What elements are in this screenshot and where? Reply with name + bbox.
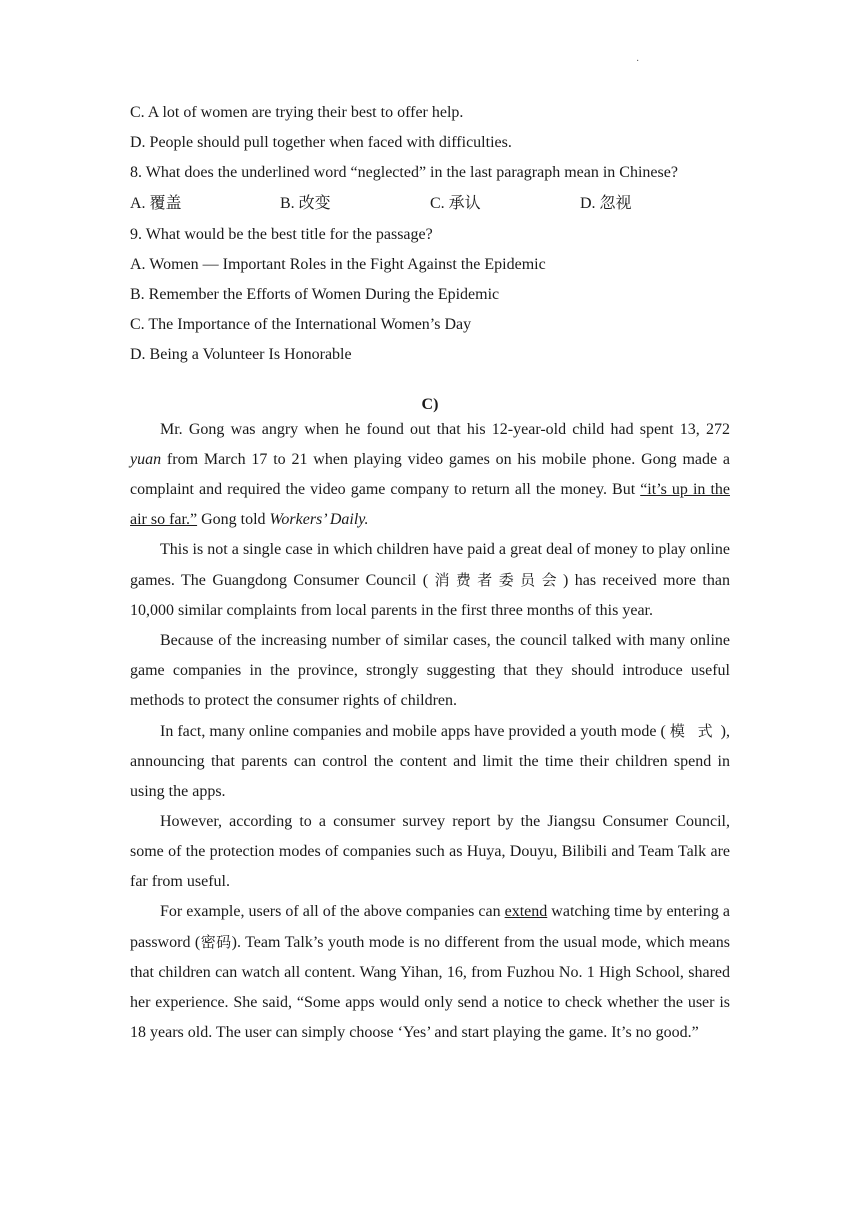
p1-underlined-quote: “it’s up in the air so far.” [130,481,730,528]
p6-underlined-extend: extend [504,903,548,920]
paragraph-3: Because of the increasing number of similar cases, the council talked with many online game companies in the province, strongly suggesting that they should introduce useful methods to protect the consumer rights of children. [130,632,730,709]
page-content [130,103,730,1048]
p1-text-2: from March 17 to 21 when playing video games on his mobile phone. Gong made a complaint and required the video game company to return all the money. But [130,451,730,498]
p1-workers-daily: Workers’ Daily. [269,511,369,528]
paragraph-2 [130,535,730,626]
p1-text-3: Gong told [197,511,270,528]
q8-options [130,193,730,215]
paragraph-5: However, according to a consumer survey report by the Jiangsu Consumer Council, some of the protection modes of companies such as Huya, Douyu, Bilibili and Team Talk are far from useful. [130,813,730,890]
q8-option-d: D. 忽视 [580,195,632,212]
q7-option-c: C. A lot of women are trying their best to offer help. [130,104,464,121]
p6-text-1: For example, users of all of the above companies can [160,903,505,920]
q8-option-b: B. 改变 [280,195,331,212]
paragraph-6 [130,897,730,1048]
p6-cjk-password: 密码 [200,933,232,951]
p6-text-2: watching time by entering a password ( [130,903,731,951]
q8-option-a: A. 覆盖 [130,195,182,212]
p1-text-1: Mr. Gong was angry when he found out that his 12-year-old child had spent 13, 272 [160,421,730,438]
p4-text-2: ), announcing that parents can control the content and limit the time their children spend in using the apps. [130,723,730,800]
q9-question: 9. What would be the best title for the passage? [130,226,433,243]
section-c-title: C) [421,396,439,413]
q9-option-a: A. Women — Important Roles in the Fight Against the Epidemic [130,256,546,273]
paragraph-4 [130,716,730,807]
q9-option-b: B. Remember the Efforts of Women During the Epidemic [130,286,500,303]
p4-cjk-mode: 模 式 [669,722,717,740]
q7-option-d: D. People should pull together when faced with difficulties. [130,134,512,151]
q9-option-c: C. The Importance of the International Women’s Day [130,316,472,333]
p6-text-3: ). Team Talk’s youth mode is no different from the usual mode, which means that children can watch all content. Wang Yihan, 16, from Fuzhou No. 1 High School, shared her experience. She said, “Some apps would only send a notice to check whether the user is 18 years old. The user can simply choose ‘Yes’ and start playing the game. It’s no good.” [130,934,731,1041]
q9-option-d: D. Being a Volunteer Is Honorable [130,346,352,363]
q8-option-c: C. 承认 [430,195,481,212]
p2-text-1: This is not a single case in which children have paid a great deal of money to play online games. The Guangdong Consumer Council ( [130,541,730,589]
paragraph-1 [130,415,730,535]
p1-yuan: yuan [130,451,162,468]
p4-text-1: In fact, many online companies and mobile apps have provided a youth mode ( [160,723,670,740]
q8-question: 8. What does the underlined word “neglected” in the last paragraph mean in Chinese? [130,164,678,181]
header-mark: · [636,56,640,67]
p2-text-2: ) has received more than 10,000 similar complaints from local parents in the first three months of this year. [130,572,730,619]
p2-cjk-council: 消费者委员会 [434,571,564,589]
